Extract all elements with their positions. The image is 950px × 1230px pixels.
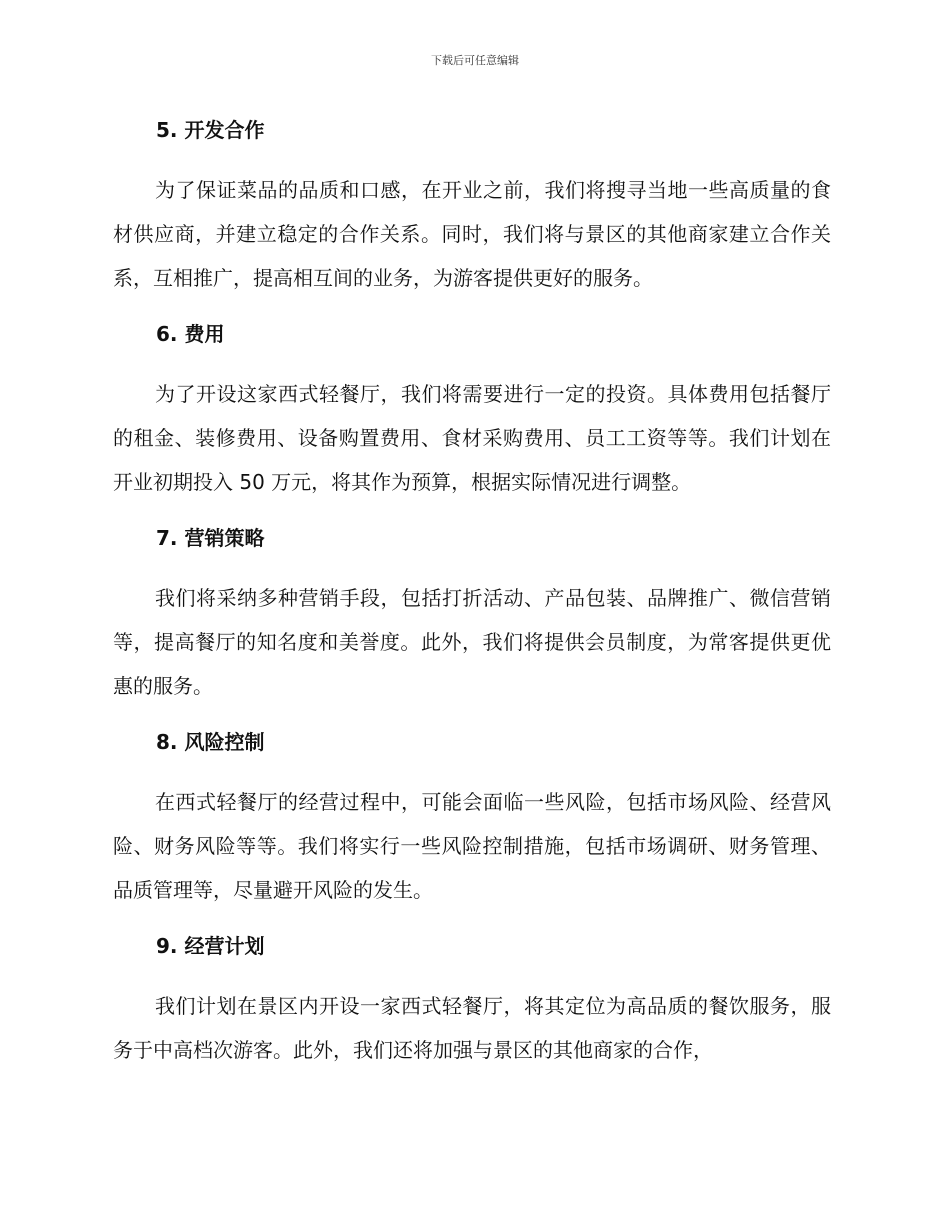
page-header: 下载后可任意编辑 bbox=[431, 54, 519, 67]
section-paragraph: 我们将采纳多种营销手段，包括打折活动、产品包装、品牌推广、微信营销等，提高餐厅的知名度和美誉度。此外，我们将提供会员制度，为常客提供更优惠的服务。 bbox=[113, 586, 831, 698]
section-business-plan bbox=[113, 926, 831, 1072]
section-development-cooperation bbox=[113, 110, 831, 300]
document-body bbox=[113, 110, 831, 1072]
section-paragraph: 在西式轻餐厅的经营过程中，可能会面临一些风险，包括市场风险、经营风险、财务风险等等。我们将实行一些风险控制措施，包括市场调研、财务管理、品质管理等，尽量避开风险的发生。 bbox=[113, 790, 831, 902]
section-costs bbox=[113, 314, 831, 504]
section-heading: 9. 经营计划 bbox=[156, 934, 265, 958]
section-heading: 7. 营销策略 bbox=[156, 526, 265, 550]
section-paragraph: 为了开设这家西式轻餐厅，我们将需要进行一定的投资。具体费用包括餐厅的租金、装修费用、设备购置费用、食材采购费用、员工工资等等。我们计划在开业初期投入 50 万元，将其作为预算，根据实际情况进行调整。 bbox=[113, 382, 831, 494]
section-heading: 5. 开发合作 bbox=[156, 118, 265, 142]
section-paragraph: 我们计划在景区内开设一家西式轻餐厅，将其定位为高品质的餐饮服务，服务于中高档次游客。此外，我们还将加强与景区的其他商家的合作， bbox=[113, 994, 831, 1062]
section-marketing-strategy bbox=[113, 518, 831, 708]
section-heading: 6. 费用 bbox=[156, 322, 225, 346]
section-paragraph: 为了保证菜品的品质和口感，在开业之前，我们将搜寻当地一些高质量的食材供应商，并建立稳定的合作关系。同时，我们将与景区的其他商家建立合作关系，互相推广，提高相互间的业务，为游客提供更好的服务。 bbox=[113, 178, 831, 290]
section-risk-control bbox=[113, 722, 831, 912]
section-heading: 8. 风险控制 bbox=[156, 730, 265, 754]
